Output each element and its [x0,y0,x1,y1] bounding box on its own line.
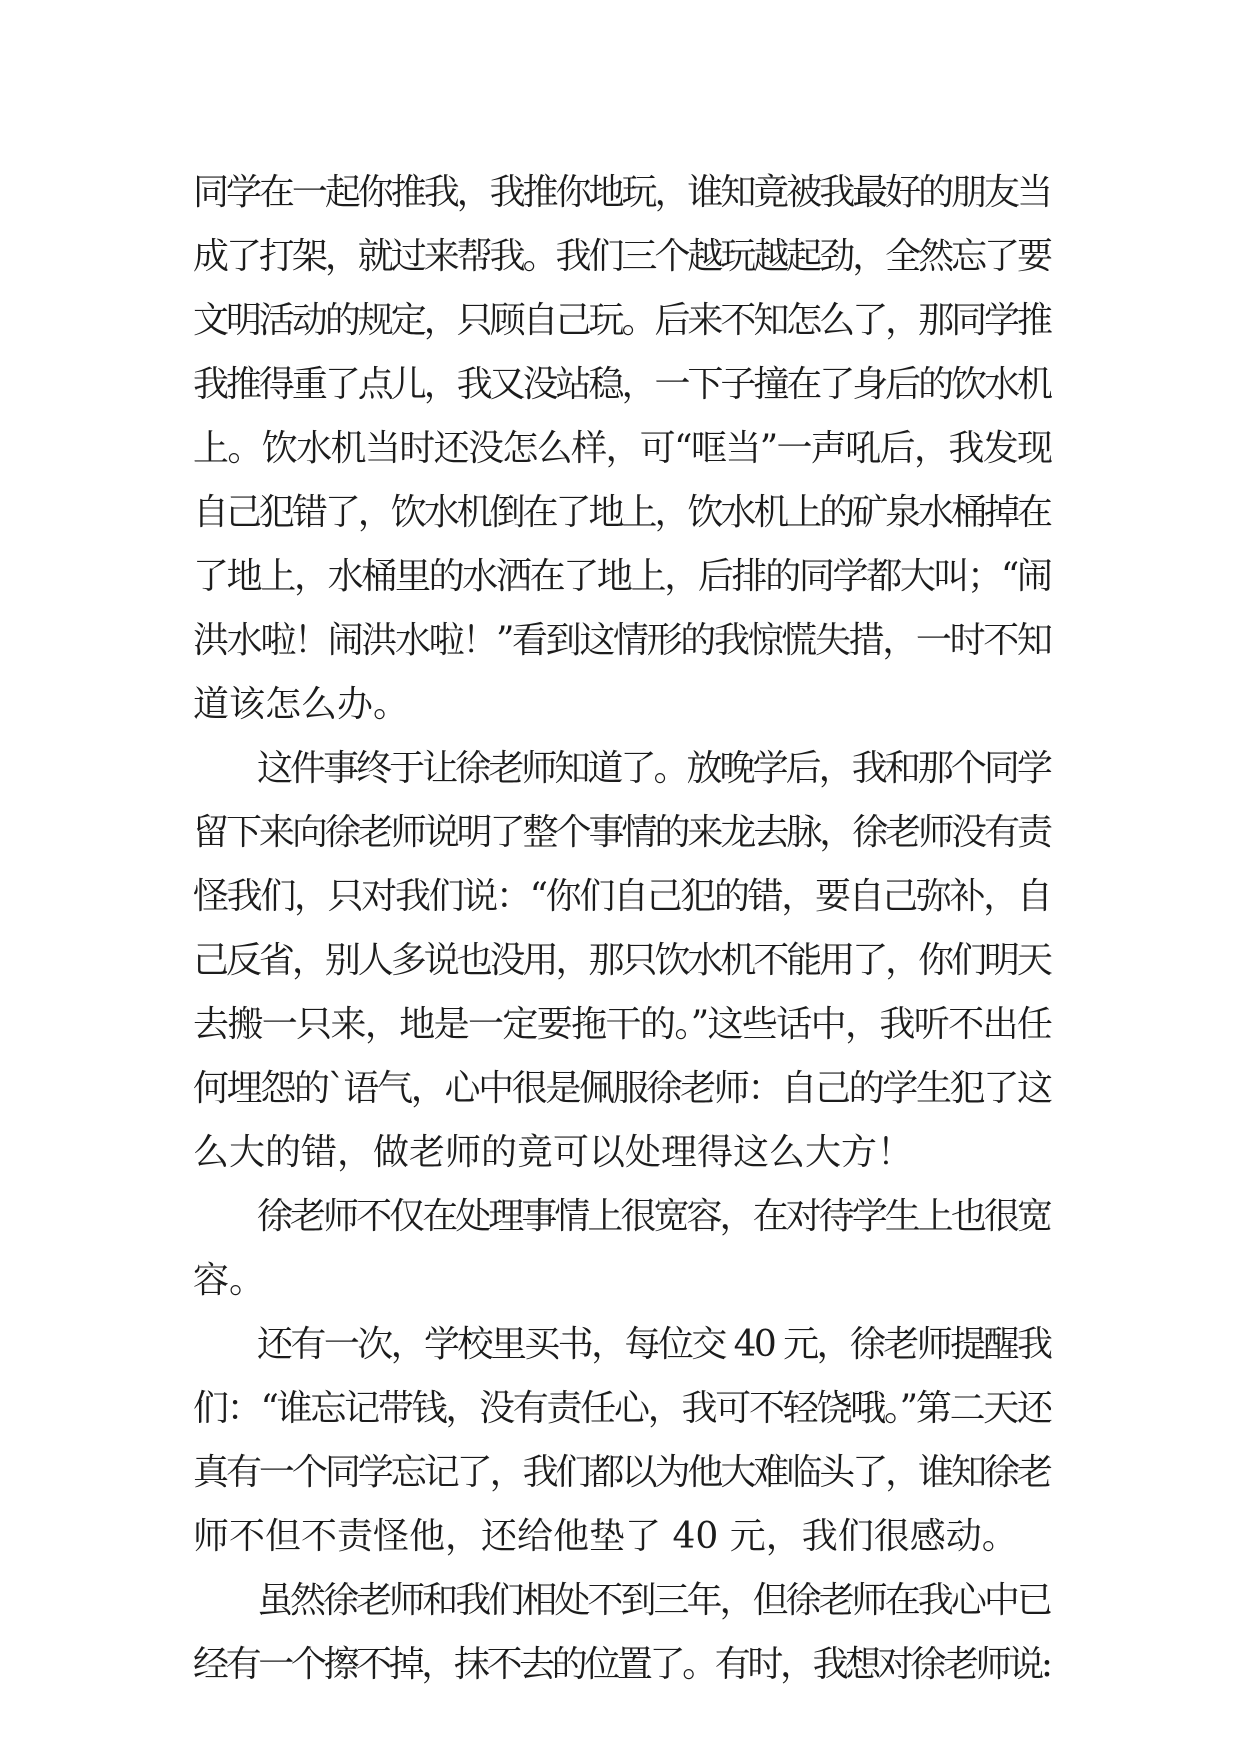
text-line: 留下来向徐老师说明了整个事情的来龙去脉，徐老师没有责 [193,812,1050,853]
text-line: 文明活动的规定，只顾自己玩。后来不知怎么了，那同学推 [193,300,1050,341]
text-line: 真有一个同学忘记了，我们都以为他大难临头了，谁知徐老 [193,1452,1050,1493]
text-line: 我推得重了点儿，我又没站稳，一下子撞在了身后的饮水机 [193,364,1050,405]
text-line: 自己犯错了，饮水机倒在了地上，饮水机上的矿泉水桶掉在 [193,492,1050,533]
text-line: 了地上，水桶里的水洒在了地上，后排的同学都大叫；“闹 [193,556,1051,597]
text-line: 成了打架，就过来帮我。我们三个越玩越起劲，全然忘了要 [193,236,1050,277]
text-line: 上。饮水机当时还没怎么样，可“哐当”一声吼后，我发现 [193,428,1052,469]
paragraph-first-line: 徐老师不仅在处理事情上很宽容，在对待学生上也很宽 [257,1196,1050,1237]
text-line: 洪水啦！闹洪水啦！”看到这情形的我惊慌失措，一时不知 [193,620,1051,661]
text-line: 师不但不责怪他，还给他垫了 40 元，我们很感动。 [193,1516,1018,1557]
text-line: 何埋怨的`语气，心中很是佩服徐老师：自己的学生犯了这 [193,1068,1051,1109]
text-line: 去搬一只来，地是一定要拖干的。”这些话中，我听不出任 [193,1004,1052,1045]
text-line: 经有一个擦不掉，抹不去的位置了。有时，我想对徐老师说: [193,1644,1050,1685]
essay-body [193,161,1053,1697]
text-line: 道该怎么办。 [193,684,410,725]
paragraph-first-line: 虽然徐老师和我们相处不到三年，但徐老师在我心中已 [257,1580,1050,1621]
text-line: 么大的错，做老师的竟可以处理得这么大方！ [193,1132,914,1173]
text-line: 容。 [193,1260,266,1301]
paragraph-first-line: 还有一次，学校里买书，每位交 40 元，徐老师提醒我 [257,1324,1051,1365]
text-line: 己反省，别人多说也没用，那只饮水机不能用了，你们明天 [193,940,1050,981]
paragraph-first-line: 这件事终于让徐老师知道了。放晚学后，我和那个同学 [257,748,1050,789]
text-line: 们：“谁忘记带钱，没有责任心，我可不轻饶哦。”第二天还 [193,1388,1051,1429]
text-line: 怪我们，只对我们说：“你们自己犯的错，要自己弥补，自 [193,876,1051,917]
text-line: 同学在一起你推我，我推你地玩，谁知竟被我最好的朋友当 [193,172,1050,213]
